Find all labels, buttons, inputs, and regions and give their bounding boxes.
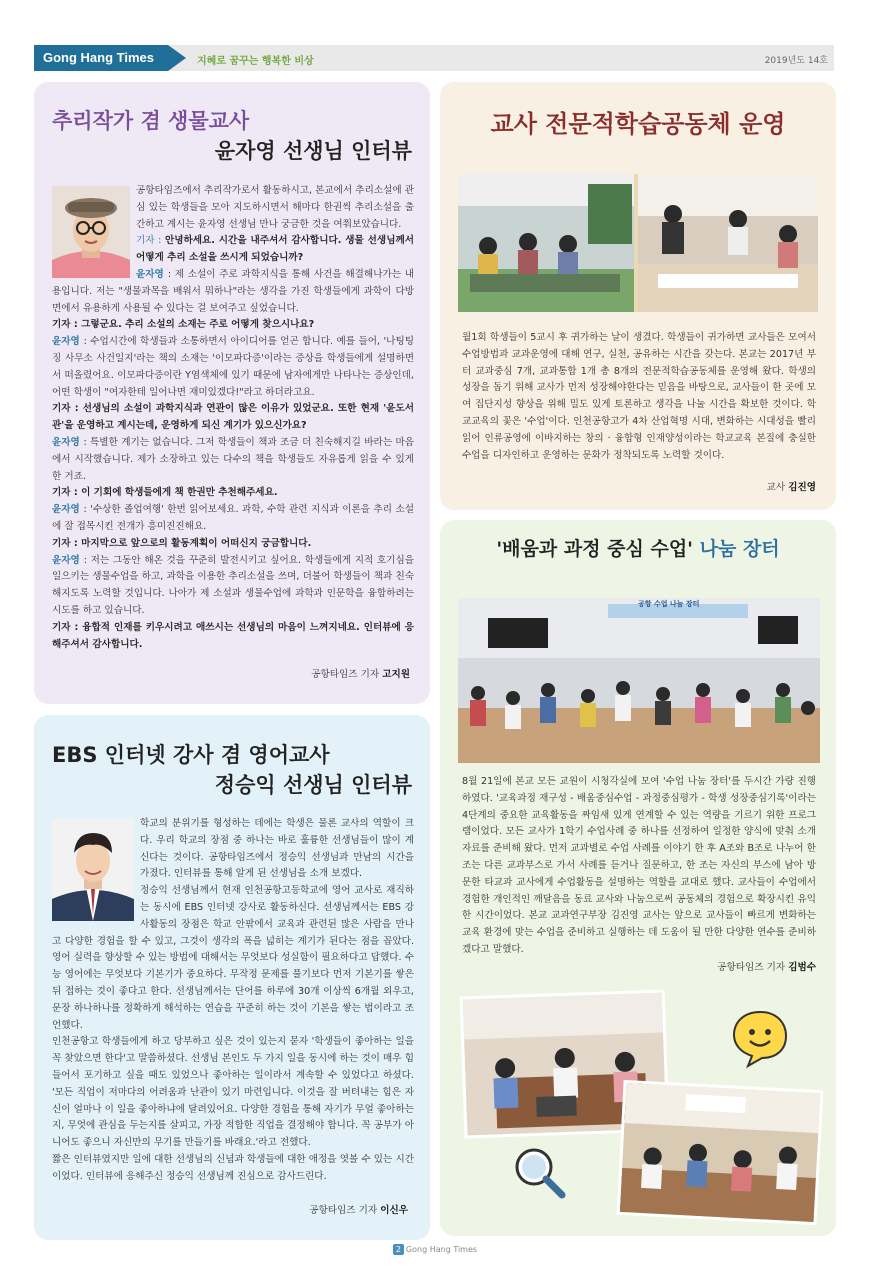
interview2-paragraph: 짧은 인터뷰였지만 일에 대한 선생님의 신념과 학생들에 대한 애정을 엿볼 수 있는 시간이었다. 인터뷰에 응해주신 정승익 선생님께 진심으로 감사드린다. — [52, 1153, 414, 1182]
plc-byline — [767, 479, 816, 493]
interview2-body — [52, 816, 414, 1186]
share-panel — [440, 520, 836, 1236]
text-segment: 이 기회에 학생들에게 책 한권만 추천해주세요. — [81, 487, 278, 499]
text-segment: 기자 : — [52, 487, 82, 499]
magnifier-icon — [512, 1145, 568, 1201]
text-segment: 기자 : — [52, 621, 83, 633]
byline-label: 공항타임즈 기자 — [717, 962, 789, 973]
plc-body — [462, 330, 816, 464]
interview2-title-line1: EBS 인터넷 강사 겸 영어교사 — [52, 743, 330, 767]
share-title-main: '배움과 과정 중심 수업' — [496, 538, 693, 560]
interview1-byline — [311, 666, 410, 680]
interview2-title-line2: 정승익 선생님 인터뷰 — [214, 773, 412, 797]
page-header — [34, 45, 834, 71]
text-segment: 기자 : — [136, 235, 165, 247]
byline-label: 공항타임즈 기자 — [309, 1205, 381, 1216]
interview1-paragraph — [52, 401, 414, 435]
footer-name: Gong Hang Times — [405, 1245, 478, 1254]
text-segment: 선생님의 소설이 과학지식과 연관이 많은 이유가 있었군요. 또한 현재 '윤도서관'을 운영하고 계시는데, 운영하게 되신 계기가 있으신가요? — [52, 403, 415, 432]
interview1-title-line1: 추리작가 겸 생물교사 — [52, 109, 250, 133]
text-segment: : 저는 그동안 해온 것을 꾸준히 발전시키고 싶어요. 학생들에게 지적 호기심을 일으키는 생물수업을 하고, 과학을 이용한 추리소설을 쓰며, 더불어 학생들이 책과 친숙해지도록 노력할 것입니다. 나아가 제 소설과 생물수업에 과학과 인문학을 융합하려는 시도를 하고 있습니다. — [52, 554, 414, 616]
smiley-speech-bubble-icon — [730, 1008, 790, 1070]
byline-label: 공항타임즈 기자 — [311, 669, 383, 680]
photo-float-spacer — [52, 816, 140, 920]
interview1-paragraph — [52, 620, 414, 654]
interview2-paragraph: 인천공항고 학생들에게 하고 당부하고 싶은 것이 있는지 묻자 '학생들이 좋아하는 일을 꼭 찾았으면 한다'고 말씀하셨다. 선생님 본인도 두 가지 일을 동시에 하는 것이 매우 힘들어서 포기하고 싶을 때도 있었으나 좋아하는 일이라서 계속할 수 있었다고 하셨다. '모든 직업이 저마다의 어려움과 난관이 있기 마련입니다. 이것을 잘 버텨내는 힘은 자신이 얼마나 이 일을 좋아하냐에 달려있어요. 다양한 경험을 통해 자기가 무얼 좋아하는지, 무엇에 관심을 두는지를 살피고, 가장 적합한 직업을 결정해야 합니다. 꼭 공부가 아니어도 좋으니 자신만의 무기를 만들기를 바래요.'라고 전했다. — [52, 1036, 414, 1149]
interview1-paragraph — [52, 435, 414, 485]
byline-author: 김진영 — [788, 482, 816, 493]
interview2-panel — [34, 715, 430, 1240]
share-byline — [717, 959, 816, 973]
slogan: 지혜로 꿈꾸는 행복한 비상 — [197, 56, 314, 67]
share-event-photo — [458, 598, 820, 763]
interview2-byline — [309, 1202, 408, 1216]
byline-author: 이신우 — [380, 1205, 408, 1216]
share-text: 8월 21일에 본교 모든 교원이 시청각실에 모여 '수업 나눔 장터'를 두시간 가량 진행하였다. '교육과정 재구성 - 배움중심수업 - 과정중심평가 - 학생 성장중심기록'이라는 4단계의 중요한 교육활동을 짜임새 있게 연계할 수 있는 역량을 기르기 위한 프로그램이었다. 모든 교사가 1학기 수업사례 중 하나를 선정하여 일정한 양식에 맞춰 소개자료를 준비해 왔다. 먼저 교과별로 수업 사례를 이야기 한 후 A조와 B조로 나누어 한 조는 다른 교과부스로 가서 사례를 듣거나 질문하고, 한 조는 자신의 부스에 남아 방문한 타교과 교사에게 수업활동을 설명하는 역할을 교대로 했다. 교사들이 수업에서 경험한 개인적인 깨달음을 동료 교사와 나눔으로써 공동체의 경험으로 확장시킨 유익한 시간이었다. 본교 교과연구부장 김진영 교사는 앞으로 교사들이 빠르게 변화하는 교육 환경에 맞는 수업을 준비하고 실행하는 데 도움이 될 만한 다양한 연수를 준비하겠다고 말했다. — [462, 776, 816, 955]
share-banner-text: 공항 수업 나눔 장터 — [638, 600, 700, 608]
text-segment: 마지막으로 앞으로의 활동계획이 어떠신지 궁금합니다. — [81, 537, 312, 549]
plc-panel — [440, 82, 836, 510]
text-segment: 기자 : — [52, 319, 82, 331]
interview1-paragraph — [52, 553, 414, 620]
page-number: 2 — [393, 1244, 404, 1255]
text-segment: : '수상한 졸업여행' 한번 읽어보세요. 과학, 수학 관련 지식과 이론을 추리 소설에 잘 접목시킨 전개가 흥미진진해요. — [52, 504, 414, 532]
interview2-paragraph: 정승익 선생님께서 현재 인천공항고등학교에 영어 교사로 재직하는 동시에 EBS 인터넷 강사로 활동하신다. 선생님께서는 EBS 강사활동의 장점은 학교 안팎에서 교육과 관련된 많은 사람을 만나고 다양한 경험을 할 수 있고, 그것이 생각의 폭을 넓히는 계기가 된다는 점을 꼽았다. 영어 실력을 향상할 수 있는 방법에 대해서는 무엇보다 성실함이 필요하다고 답했다. 수능 영어에는 무엇보다 기본기가 중요하다. 무작정 문제를 풀기보다 먼저 기본기를 쌓은 뒤 접하는 것이 좋다고 한다. 선생님께서는 단어를 하루에 30개 이상씩 6개월 외우고, 문장 하나하나를 정확하게 해석하는 연습을 꾸준히 하는 것이 기본을 쌓는 법이라고 조언했다. — [52, 885, 414, 1031]
interview1-body — [52, 183, 414, 653]
text-segment: 공항타임즈에서 추리작가로서 활동하시고, 본교에서 추리소설에 관심 있는 학생들을 모아 지도하시면서 해마다 한권씩 추리소설을 출간하고 계시는 윤자영 선생님 만나 궁금한 것을 여쭤보았습니다. — [136, 185, 414, 230]
text-segment: 그렇군요. 추리 소설의 소재는 주로 어떻게 찾으시나요? — [81, 319, 315, 331]
share-title — [440, 538, 836, 561]
interview1-paragraph — [52, 485, 414, 502]
text-segment: : 제 소설이 주로 과학지식을 통해 사건을 해결해나가는 내용입니다. 저는 "생물과목을 배워서 뭐하나"라는 생각을 가진 학생들에게 과학이 다방면에서 유용하게 사용될 수 있다는 걸 보여주고 싶었습니다. — [52, 268, 414, 314]
text-segment: 기자 : — [52, 403, 83, 415]
newspaper-logo: Gong Hang Times — [34, 45, 168, 71]
plc-photos — [458, 174, 818, 312]
interview1-panel — [34, 82, 430, 704]
share-title-accent: 나눔 장터 — [693, 538, 780, 560]
text-segment: 윤자영 — [52, 504, 84, 516]
issue-number: 2019년도 14호 — [764, 56, 828, 66]
text-segment: 안녕하세요. 시간을 내주셔서 감사합니다. 생물 선생님께서 어떻게 추리 소설을 쓰시게 되었습니까? — [136, 235, 414, 264]
page-footer — [0, 1244, 870, 1255]
text-segment: 윤자영 — [136, 268, 168, 280]
plc-title: 교사 전문적학습공동체 운영 — [490, 110, 786, 138]
interview1-paragraph — [52, 536, 414, 553]
text-segment: 기자 : — [52, 537, 82, 549]
text-segment: 윤자영 — [52, 554, 84, 566]
text-segment: : 특별한 계기는 없습니다. 그저 학생들이 책과 조금 더 친숙해지길 바라는 마음에서 시작했습니다. 제가 소장하고 있는 다수의 책을 학생들도 자유롭게 읽을 수 있게 한 거죠. — [52, 436, 414, 482]
logo-arrow — [168, 45, 186, 71]
text-segment: 융합적 인재를 키우시려고 애쓰시는 선생님의 마음이 느껴지네요. 인터뷰에 응해주셔서 감사합니다. — [52, 621, 414, 650]
interview2-paragraph: 학교의 분위기를 형성하는 데에는 학생은 물론 교사의 역할이 크다. 우리 학교의 장점 중 하나는 바로 훌륭한 선생님들이 많이 계신다는 것이다. 공항타임즈에서 정승익 선생님과 만남의 시간을 가졌다. 인터뷰를 통해 알게 된 선생님을 소개 보겠다. — [140, 818, 414, 880]
interview1-paragraph — [52, 502, 414, 536]
share-photo-small-2 — [617, 1080, 824, 1225]
plc-text: 월1회 학생들이 5교시 후 귀가하는 날이 생겼다. 학생들이 귀가하면 교사들은 모여서 수업방법과 교과운영에 대해 연구, 실천, 공유하는 시간을 갖는다. 본교는 2017년 부터 교과중심 7개, 교과통합 1개 총 8개의 전문적학습공동체를 운영해 왔다. 학생의 성장을 돕기 위해 교사가 먼저 성장해야한다는 믿음을 바탕으로, 교사들이 한 곳에 모여 집단지성 향상을 위해 밀도 있게 토론하고 생각을 나눌 시간을 확보한 것이다. 학교교육의 꽃은 '수업'이다. 인천공항고가 4차 산업혁명 시대, 변화하는 시대성을 빨리 읽어 인류공영에 이바지하는 창의 · 융합형 인재양성이라는 학교교육 본질에 충실한 수업을 디자인하고 운영하는 문화가 정착되도록 노력할 것이다. — [462, 332, 816, 461]
text-segment: 윤자영 — [52, 336, 84, 348]
text-segment: : 수업시간에 학생들과 소통하면서 아이디어를 얻곤 합니다. 예를 들어, '나팅팅징 사무소 사건일지'라는 책의 소재는 '이모파다증'이라는 증상을 학생들에게 설명하면서 떠올렸어요. 이모파다증이란 Y염색체에 있기 때문에 남자에게만 나타나는 증상인데, 어떤 학생이 "여자한테 일어나면 재미있겠다!"라고 하더라고요. — [52, 336, 414, 398]
text-segment: 윤자영 — [52, 436, 84, 448]
byline-author: 고지원 — [382, 669, 410, 680]
byline-label: 교사 — [766, 482, 789, 493]
interview1-paragraph — [52, 317, 414, 334]
share-body — [462, 774, 816, 959]
interview1-paragraph — [52, 334, 414, 401]
interview1-title-line2: 윤자영 선생님 인터뷰 — [214, 139, 412, 163]
byline-author: 김범수 — [788, 962, 816, 973]
photo-float-spacer — [52, 183, 136, 279]
